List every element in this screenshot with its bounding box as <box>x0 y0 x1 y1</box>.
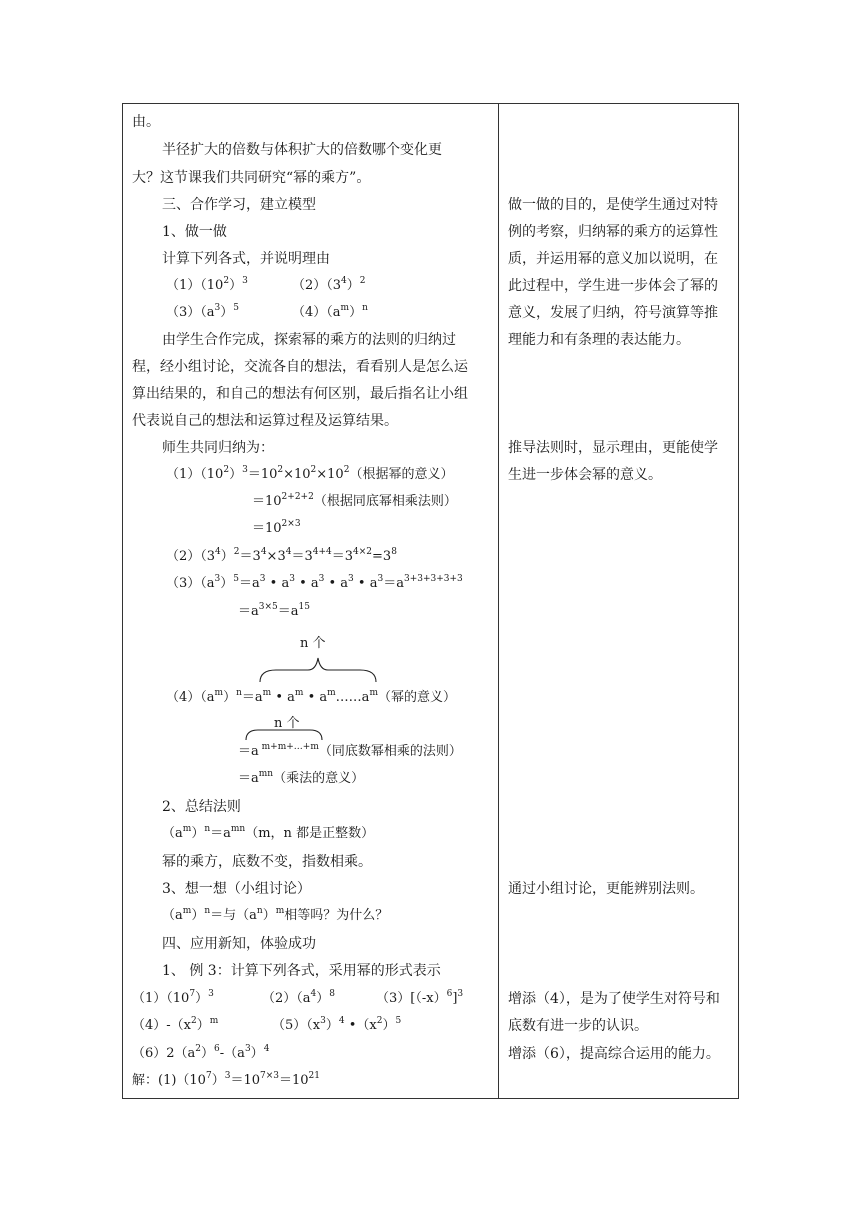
text-line: 代表说自己的想法和运算过程及运算结果。 <box>132 413 398 429</box>
comment-line: 通过小组讨论，更能辨别法则。 <box>508 881 704 897</box>
derivation-4-step3: $=a^{mn}$（乘法的意义） <box>238 769 365 786</box>
example-heading: 1、 例 3：计算下列各式，采用幂的形式表示 <box>162 963 441 979</box>
comment-line: 此过程中，学生进一步体会了幂的 <box>508 278 718 294</box>
text-line: 半径扩大的倍数与体积扩大的倍数哪个变化更 <box>162 142 442 158</box>
comment-line: 推导法则时，显示理由，更能使学 <box>508 440 718 456</box>
subheading: 3、想一想（小组讨论） <box>162 881 311 897</box>
subheading: 2、总结法则 <box>162 799 241 815</box>
derivation-1-step3: $=10^{2\times 3}$ <box>252 519 301 536</box>
text-line: 算出结果的，和自己的想法有何区别，最后指名让小组 <box>132 386 468 402</box>
derivation-2: $(2)(3^4)^2=3^4\times 3^4=3^{4+4}=3^{4\times 2}=3^8$ <box>166 547 397 564</box>
example-4: $(4)-(x^2)^m$ <box>132 1016 219 1033</box>
text-line: 由。 <box>132 114 160 130</box>
n-count-label: n 个 <box>274 716 300 731</box>
comment-line: 理能力和有条理的表达能力。 <box>508 332 690 348</box>
example-3: $(3)[(-x)^6]^3$ <box>376 989 464 1006</box>
derivation-4-step2: ＝a $^{m+m+\dots+m}$（同底数幂相乘的法则） <box>238 742 462 759</box>
comment-line: 增添（6），提高综合运用的能力。 <box>508 1046 720 1062</box>
text-line: 由学生合作完成，探索幂的乘方的法则的归纳过 <box>162 332 456 348</box>
column-divider <box>498 103 499 1099</box>
exercise-1: $(1)(10^2)^3$ <box>166 276 248 293</box>
section-heading: 三、合作学习，建立模型 <box>162 197 316 213</box>
derivation-3-step2: $=a^{3\times 5}=a^{15}$ <box>238 602 310 619</box>
text-line: 程，经小组讨论，交流各自的想法，看看别人是怎么运 <box>132 359 468 375</box>
exercise-3: $(3)(a^3)^5$ <box>166 303 240 320</box>
comment-line: 生进一步体会幂的意义。 <box>508 467 662 483</box>
exercise-4: $(4)(a^m)^n$ <box>292 303 368 320</box>
derivation-4: $(4)(a^m)^n=a^m$ • $a^m$ • $a^m\dots\dots a^m$（幂的意义） <box>166 688 456 705</box>
comment-line: 做一做的目的，是使学生通过对特 <box>508 197 718 213</box>
derivation-1: $(1)(10^2)^3=10^2\times 10^2\times 10^2$（根据幂的意义） <box>166 465 454 482</box>
text-line: 计算下列各式，并说明理由 <box>162 251 330 267</box>
comment-line: 底数有进一步的认识。 <box>508 1018 648 1034</box>
comment-line: 增添（4），是为了使学生对符号和 <box>508 991 720 1007</box>
comment-line: 质，并运用幂的意义加以说明，在 <box>508 251 718 267</box>
derivation-1-step2: $=10^{2+2+2}$（根据同底幂相乘法则） <box>252 492 457 509</box>
comment-line: 意义，发展了归纳，符号演算等推 <box>508 305 718 321</box>
brace-top <box>258 656 378 684</box>
comment-line: 例的考察，归纳幂的乘方的运算性 <box>508 224 718 240</box>
rule-statement: 幂的乘方，底数不变，指数相乘。 <box>162 854 372 870</box>
solution-line: 解：$(1)(10^7)^3=10^{7\times 3}=10^{21}$ <box>132 1071 320 1088</box>
derivation-3: $(3)(a^3)^5=a^3$ • $a^3$ • $a^3$ • $a^3$ • $a^3=a^{3+3+3+3+3}$ <box>166 574 463 591</box>
example-5: $(5)(x^3)^4$ $•(x^2)^5$ <box>272 1016 402 1033</box>
text-line: 大？这节课我们共同研究“幂的乘方”。 <box>132 170 371 186</box>
brace-bottom <box>244 728 324 742</box>
example-2: $(2)(a^4)^8$ <box>262 989 336 1006</box>
exercise-2: $(2)(3^4)^2$ <box>292 276 366 293</box>
section-heading: 四、应用新知，体验成功 <box>162 936 316 952</box>
discussion-question: $(a^m)^n=$与$(a^n)^m$相等吗？为什么？ <box>162 906 389 923</box>
rule-formula: $(a^m)^n=a^{mn}(m$，n 都是正整数） <box>162 824 375 841</box>
example-6: $(6)2(a^2)^6-(a^3)^4$ <box>132 1044 270 1061</box>
subheading: 1、做一做 <box>162 224 227 240</box>
example-1: $(1)(10^7)^3$ <box>132 989 214 1006</box>
n-count-label: n 个 <box>300 636 326 651</box>
text-line: 师生共同归纳为： <box>162 440 274 456</box>
